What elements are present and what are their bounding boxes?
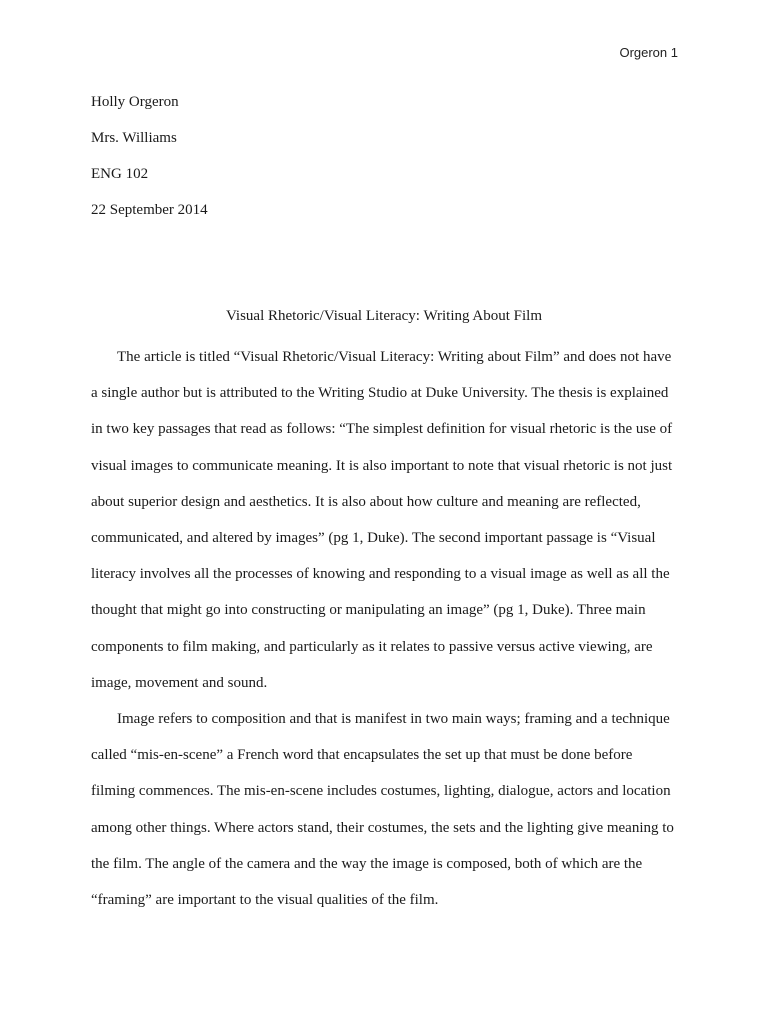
student-name: Holly Orgeron <box>91 94 179 110</box>
paragraph: Image refers to composition and that is manifest in two main ways; framing and a technique called “mis-en-scene” a French word that encapsulates the set up that must be done before filming commences. The mis-en-scene includes costumes, lighting, dialogue, actors and location among other things. Where actors stand, their costumes, the sets and the lighting give meaning to the film. The angle of the camera and the way the image is composed, both of which are the “framing” are important to the visual qualities of the film. <box>91 711 674 909</box>
mla-heading <box>91 92 691 236</box>
essay-body <box>91 339 679 918</box>
course-name: ENG 102 <box>91 166 149 182</box>
running-header: Orgeron 1 <box>619 45 678 60</box>
instructor-name: Mrs. Williams <box>91 130 177 146</box>
paragraph: The article is titled “Visual Rhetoric/Visual Literacy: Writing about Film” and does not have a single author but is attributed to the Writing Studio at Duke University. The thesis is explained in two key passages that read as follows: “The simplest definition for visual rhetoric is the use of visual images to communicate meaning. It is also important to note that visual rhetoric is not just about superior design and aesthetics. It is also about how culture and meaning are reflected, communicated, and altered by images” (pg 1, Duke). The second important passage is “Visual literacy involves all the processes of knowing and responding to a visual image as well as all the thought that might go into constructing or manipulating an image” (pg 1, Duke). Three main components to film making, and particularly as it relates to passive versus active viewing, are image, movement and sound. <box>91 349 673 691</box>
date: 22 September 2014 <box>91 202 208 218</box>
essay-title: Visual Rhetoric/Visual Literacy: Writing About Film <box>225 308 543 324</box>
